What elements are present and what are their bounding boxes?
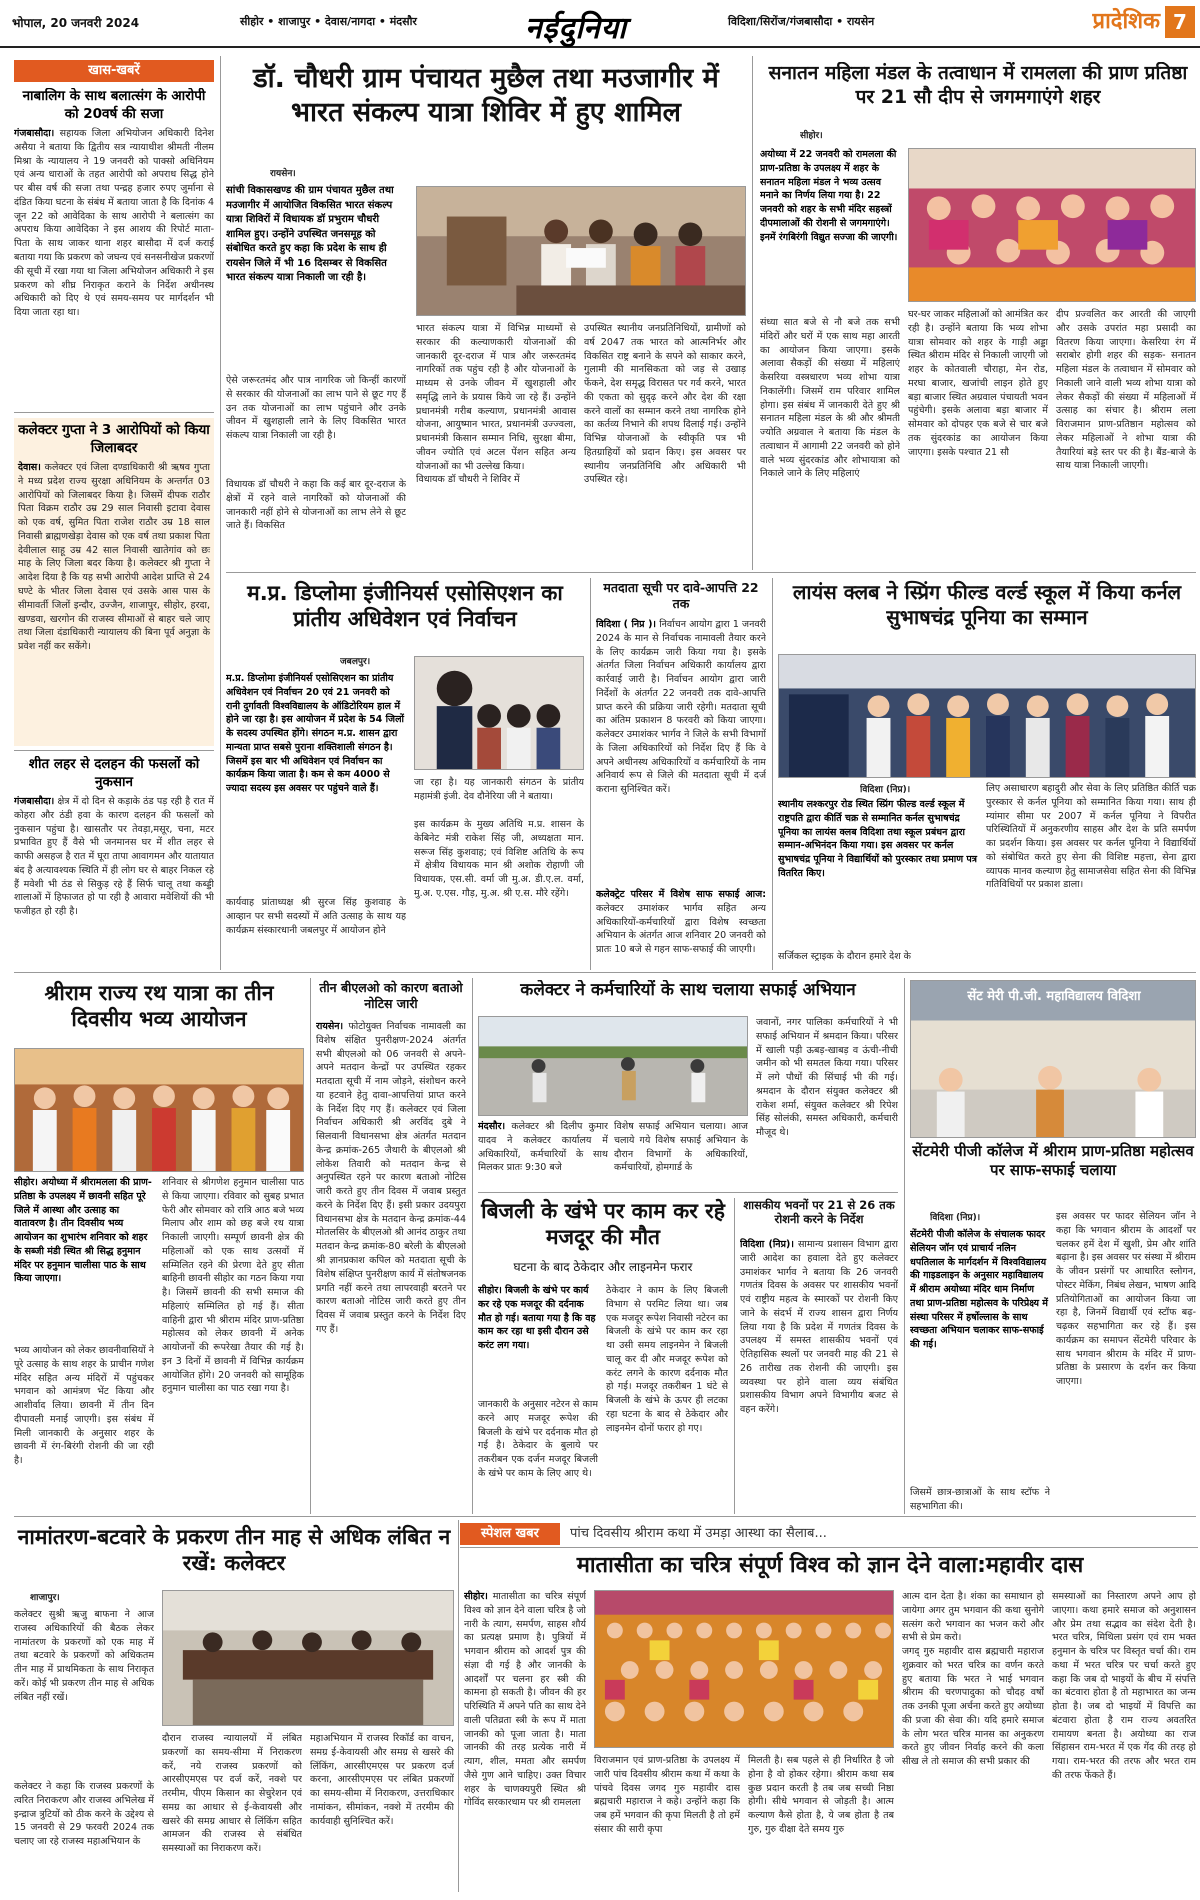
story4-headline: मतदाता सूची पर दावे-आपत्ति 22 तक <box>603 580 759 611</box>
dateline: रायसेन। <box>316 1021 344 1032</box>
dateline: मंदसौर। <box>478 1121 506 1132</box>
story11-lead: सेंटमेरी पीजी कॉलेज के संचालक फादर सेलियन जॉन एवं प्राचार्य नलिन धपतिलाल के मार्गदर्शन में विश्वविद्यालय की गाइडलाइन के अनुसार महाविद्यालय में श्रीराम अयोध्या मंदिर धाम निर्माण तथा प्राण-प्रतिष्ठा महोत्सव के परिप्रेक्ष्य में संस्था परिसर में हर्षोल्लास के साथ स्वच्छता अभियान चलाकर साफ-सफाई की गई। <box>910 1229 1048 1351</box>
story3-body-1: कार्यवाह प्रांताध्यक्ष श्री सुरज सिंह कुशवाह के आव्हान पर सभी सदस्यों में अति उत्साह के साथ यह कार्यक्रम संस्कारधानी जबलपुर में आयोजन होने <box>226 897 406 936</box>
story11-dateline: विदिशा (निप्र)। <box>930 1213 981 1223</box>
special-body-3: मिलती है। सब पहले से ही निर्धारित है जो होना है वो होकर रहेगा। श्रीराम कथा सब कुछ प्रदान करती है तब जब सच्ची निष्ठा होगी। सीधे भगवान से जोड़ती है। आत्म कल्याण कैसे होता है, ये जब होता है तब गुरु, गुरु दीक्षा देते समय गुरु <box>748 1755 894 1835</box>
story9-body-2: ठेकेदार ने काम के लिए बिजली विभाग से परमिट लिया था। जब एक मजदूर रूपेश निवासी नटेरन का बिजली के खंभे पर काम कर रहा था उसी समय लाइनमेन ने बिजली चालू कर दी और मजदूर रूपेश को करंट लगने के कारण दर्दनाक मौत हो गई। मजदूर तकरीबन 1 घंटे से बिजली के खंभे के ऊपर ही लटका रहा घटना के बाद से ठेकेदार और लाइनमेन दोनों फरार हो गए। <box>606 1285 728 1434</box>
sidebar-label: खास-खबरें <box>14 60 214 82</box>
story12-body-1b: कलेक्टर ने कहा कि राजस्व प्रकरणों के त्वरित निराकरण और राजस्व अभिलेख में इन्द्राज त्रुटियों को ठीक करने के उद्देश्य से 15 जनवरी से 29 फरवरी 2024 तक चलाए जा रहे राजस्व महाअभियान के <box>14 1781 154 1848</box>
brief-cold-wave <box>14 756 214 968</box>
special-body-4: आत्म दान देता है। शंका का समाधान हो जायेगा अगर तुम भगवान की कथा सुनोगे सत्संग करो भगवान का भजन करो और सभी से प्रेम करो। जगद् गुरु महावीर दास ब्रह्मचारी महाराज शुक्रवार को भरत चरित्र का वर्णन करते हुए बताया कि भरत ने भाई भगवान श्रीराम की चरणपादुका को चौदह वर्षों तक उनकी पूजा अर्चना करते हुए अयोध्या की प्रजा की सेवा की। यदि हमारे समाज के लोग भरत चरित्र मानस का अनुकरण करते हुए जीवन निर्वाह करने की कला सीख ले तो समाज की सभी प्रकार की <box>902 1591 1044 1768</box>
newspaper-logo: नईदुनिया <box>525 11 627 46</box>
brief-district-exile <box>14 418 214 746</box>
brief-headline: कलेक्टर गुप्ता ने 3 आरोपियों को किया जिलाबदर <box>18 422 210 456</box>
story1-lead: सांची विकासखण्ड की ग्राम पंचायत मुछैल तथा मउजागीर में आयोजित विकसित भारत संकल्प यात्रा शिविरों में विधायक डॉ प्रभुराम चौधरी शामिल हुए। उन्होंने उपस्थित जनसमूह को संबोधित करते हुए कहा कि प्रदेश के साथ ही रायसेन जिले में भी 16 दिसम्बर से विकसित भारत संकल्प यात्रा निकाली जा रही है। <box>226 185 394 283</box>
special-body-1: सीहोर। मातासीता का चरित्र संपूर्ण विश्व को ज्ञान देने वाला चरित्र है जो नारी के त्याग, समर्पण, साहस शौर्य का प्रत्यक्ष प्रमाण है। पुत्रियों में भगवान श्रीराम को आदर्श पुत्र की संज्ञा दी गई है और जानकी के आदर्शों पर चलना हर स्त्री की कामना हो सकती है। जीवन की हर परिस्थिति में अपने पति का साथ देने वाली पतिव्रता स्त्री के रूप में माता जानकी को पूजा जाता है। माता जानकी की तरह प्रत्येक नारी में त्याग, शील, ममता और समर्पण जैसे गुण आने चाहिए। उक्त विचार शहर के चाणक्यपुरी स्थित श्री गोविंद सरकारधाम पर श्री रामलला <box>464 1591 586 1809</box>
dateline: गंजबासौदा। <box>14 128 55 140</box>
special-body-2: विराजमान एवं प्राण-प्रतिष्ठा के उपलक्ष्य में जारी पांच दिवसीय श्रीराम कथा में कथा के पांचवे दिवस जगद गुरु महावीर दास ब्रह्मचारी महाराज ने कहे। उन्होंने कहा कि जब हमें भगवान की कृपा मिलती है तो हमें संसार की सारी कृपा <box>594 1755 740 1835</box>
story11-headline: सेंटमेरी पीजी कॉलेज में श्रीराम प्राण-प्रतिष्ठा महोत्सव पर साफ-सफाई चलाया <box>912 1142 1194 1179</box>
story1-body-3: उपस्थित स्थानीय जनप्रतिनिधियों, ग्रामीणों को वर्ष 2047 तक भारत को आत्मनिर्भर और विकसित राष्ट्र बनाने के सपने को साकार करने, गुलामी की मानसिकता को जड़ से उखाड़ फेंकने, देश समृद्ध विरासत पर गर्व करने, भारत की एकता को सुदृढ़ करने और देश की रक्षा करने वालों का सम्मान करने तथा नागरिक होने का कर्तव्य निभाने की शपथ दिलाई गई। उन्होंने विभिन्न योजनाओं के स्वीकृति पत्र भी हितग्राहियों को प्रदान किए। इस अवसर पर स्थानीय जनप्रतिनिधि और अधिकारी भी उपस्थित रहे। <box>584 323 746 486</box>
story2-dateline: सीहोर। <box>800 131 823 141</box>
brief-body: कलेक्टर एवं जिला दण्डाधिकारी श्री ऋषव गुप्ता ने मध्य प्रदेश राज्य सुरक्षा अधिनियम के अन्तर्गत 03 आरोपियों को जिलाबदर किया है। जिसमें दीपक राठौर पिता विक्रम राठौर उम्र 29 साल निवासी इटावा देवास को एक वर्ष, सुमित पिता राजेश राठौर उम्र 18 साल निवासी ब्राह्मणखेड़ा देवास को एक वर्ष तथा प्रकाश पिता देवीलाल साहू उम्र 42 साल निवासी खातेगांव को छः माह के लिए जिला बदर किया है। कलेक्टर श्री गुप्ता ने आदेश दिया है कि यह सभी आरोपी आदेश प्राप्ति से 24 घण्टे के भीतर जिला देवास एवं उसके आस पास के सीमावर्ती जिलों इन्दौर, उज्जैन, शाजापुर, सीहोर, हरदा, खण्डवा, खरगोन की राजस्व सीमाओं से बाहर चले जाए तथा जिला दंडाधिकारी न्यायालय की बिना पूर्व अनुज्ञा के प्रवेश नहीं कर सकेंगे। <box>18 462 210 653</box>
story8-photo <box>478 1016 748 1116</box>
brief-body: सहायक जिला अभियोजन अधिकारी दिनेश असैया ने बताया कि द्वितीय सत्र न्यायाधीश श्रीमती नीलम मिश्रा के न्यायालय ने 19 जनवरी को पाक्सो अधिनियम एवं अन्य धाराओं के तहत आरोपी को अपराध सिद्ध होने पर बीस वर्ष की सजा तथा पन्द्रह हजार रुपए जुर्माना से दंडित किया घटना के संबंध में बताया जाता है कि दिनांक 4 जून 22 को आवेदिका के साथ आरोपी ने बलात्संग का अपराध किया आवेदिका ने इस आशय की रिपोर्ट माता-पिता के साथ जाकर थाना शहर बासौदा में दर्ज कराई बताया गया कि प्रकरण को जघन्य एवं सनसनीखेज प्रकरणों की सूची में रखा गया था जिला अभियोजन अधिकारी ने इस प्रकरण को शीघ्र निराकृत कराने के निर्देश अधीनस्थ अधिकारी को दिए थे एवं समय-समय पर मार्गदर्शन भी दिया जाता रहा था। <box>14 128 214 319</box>
story2-headline: सनातन महिला मंडल के तत्वाधान में रामलला की प्राण प्रतिष्ठा पर 21 सौ दीप से जगमगाएंगे शहर <box>768 62 1188 108</box>
special-body-5: समस्याओं का निस्तारण अपने आप हो जाएगा। कथा हमारे समाज को अनुशासन और प्रेम तथा सद्भाव का संदेश देती है। भरत चरित्र, मिथिला प्रसंग एवं राम भक्त हनुमान के चरित्र पर विस्तृत चर्चा की। राम कथा में भरत चरित्र पर चर्चा करते हुए कहा कि जब दो भाइयों के बीच में संपत्ति का बंटवारा होता है तो महाभारत का जन्म होता है। जब दो भाइयों में विपत्ति का बंटवारा होता है राम राज्य अवतरित रामायण बनता है। अयोध्या का राज सिंहासन राम-भरत में एक गेंद की तरह हो गया। राम-भरत की तरफ और भरत राम की तरफ फेंकते हैं। <box>1052 1591 1196 1781</box>
story12-body-1: कलेक्टर सुश्री ऋजु बाफना ने आज राजस्व अधिकारियों की बैठक लेकर नामांतरण के प्रकरणों को एक माह में तथा बटवारे के प्रकरणों को अधिकतम तीन माह में प्राथमिकता के साथ निराकृत करें। कोई भी प्रकरण तीन माह से अधिक लंबित नहीं रखें। <box>14 1609 154 1703</box>
story9-subheadline: घटना के बाद ठेकेदार और लाइनमेन फरार <box>513 1260 693 1274</box>
story1-headline: डॉ. चौधरी ग्राम पंचायत मुछैल तथा मउजागीर में भारत संकल्प यात्रा शिविर में हुए शामिल <box>253 63 719 128</box>
story7-body: रायसेन। फोटोयुक्त निर्वाचक नामावली का विशेष संक्षित पुनरीक्षण-2024 अंतर्गत सभी बीएलओ को 06 जनवरी से अपने-अपने मतदान केन्द्रों पर उपस्थित रहकर मतदाता सूची में नाम जोड़ने, संशोधन करने या हटवाने हेतु दावा-आपत्तियां प्राप्त करने के निर्देश दिए गए हैं। कलेक्टर एवं जिला निर्वाचन अधिकारी श्री अरविंद दुबे ने सिलवानी विधानसभा क्षेत्र अंतर्गत मतदान केन्द्र क्रमांक-265 जैथारी के बीएलओ श्री लोकेश तिवारी को मतदान केन्द्र से अनुपस्थित रहने पर कारण बताओ नोटिस जारी करते हुए तीन दिवस में जवाब प्रस्तुत करने के निर्देश दिए हैं। इसी प्रकार उदयपुरा विधानसभा क्षेत्र के मतदान केन्द्र क्रमांक-44 मोतलसिर के बीएलओ श्री आनंद ठाकुर तथा मतदान केन्द्र क्रमांक-80 बरेली के बीएलओ श्री ज्ञानप्रकाश कपिल को मतदाता सूची के विशेष संक्षिप्त पुनरीक्षण कार्य में संतोषजनक प्रगति नहीं करने तथा लापरवाही बरतने पर कारण बताओ नोटिस जारी करते हुए तीन दिवस में जवाब प्रस्तुत करने के निर्देश दिए गए हैं। <box>316 1021 466 1335</box>
story3-headline: म.प्र. डिप्लोमा इंजीनियर्स एसोसिएशन का प्रांतीय अधिवेशन एवं निर्वाचन <box>247 581 563 632</box>
story3-photo <box>414 656 584 770</box>
story1-body-1b: विधायक डॉ चौधरी ने कहा कि कई बार दूर-दराज के क्षेत्रों में रहने वाले नागरिकों को योजनाओं की जानकारी नहीं होने से योजनाओं का लाभ लेने से छूट जाते हैं। विकसित <box>226 479 406 532</box>
story2-lead: अयोध्या में 22 जनवरी को रामलला की प्राण-प्रतिष्ठा के उपलक्ष्य में शहर के सनातन महिला मंडल ने भव्य उत्सव मनाने का निर्णय लिया गया है। 22 जनवरी को शहर के सभी मंदिर सहस्त्रों दीपमालाओं की रोशनी से जगमगाएंगे। इनमें रंगबिरंगी विद्युत सज्जा की जाएगी। <box>760 149 898 243</box>
masthead <box>0 0 1200 48</box>
story9-body-1: जानकारी के अनुसार नटेरन से काम करने आए मजदूर रूपेश की बिजली के खंभे पर दर्दनाक मौत हो गई है। ठेकेदार के बुलाये पर तकरीबन एक दर्जन मजदूर बिजली के खंभे पर काम के लिए आए थे। <box>478 1399 598 1479</box>
story5-lead: स्थानीय लश्करपुर रोड स्थित स्प्रिंग फील्ड वर्ल्ड स्कूल में राष्ट्रपति द्वारा कीर्ति चक्र से सम्मानित कर्नल सुभाषचंद्र पूनिया का लायंस क्लब विदिशा तथा स्कूल प्रबंधन द्वारा सम्मान-अभिनंदन किया गया। इस अवसर पर कर्नल सुभाषचंद्र पूनिया ने विद्यार्थियों को पुरस्कार तथा प्रमाण पत्र वितरित किए। <box>778 799 978 879</box>
story12-body-3: महाअभियान में राजस्व रिकॉर्ड का वाचन, समग्र ई-केवायसी और समग्र से खसरे की लिंकिंग, आरसीएमएस पर प्रकरण दर्ज करना, आरसीएमएस पर लंबित प्रकरणों का समय-सीमा में निराकरण, उत्तराधिकार नामांकन, सीमांकन, नक्शे में तरमीम की कार्यवाही सुनिश्चित करें। <box>310 1733 454 1827</box>
brief-body: क्षेत्र में दो दिन से कड़ाके ठंड पड़ रही है रात में कोहरा और ठंडी हवा के कारण दलहन की फसलों को नुकसान पहुंचा है। खासतौर पर तेवड़ा,मसूर, चना, मटर प्रभावित हुए हैं वैसे भी जनमानस घर में शीत लहर से काफी असहज है रात में घूरा तापा आवागमन और यातायात बंद है अत्यावश्यक स्थिति में ही लोग घर से बाहर निकल रहे हैं मवेशी भी ठंड से सिकुड़ रहे हैं सिर्फ चालू तथा कब्ड्डी शालाओं में हिफाजत हो पा रही है आवारा मवेशियों की भी फजीहत हो रही है। <box>14 796 214 918</box>
story10-headline: शासकीय भवनों पर 21 से 26 तक रोशनी करने के निर्देश <box>743 1198 895 1227</box>
story1-photo <box>416 186 746 316</box>
story5-headline: लायंस क्लब ने स्प्रिंग फील्ड वर्ल्ड स्कूल में किया कर्नल सुभाषचंद्र पूनिया का सम्मान <box>792 580 1182 629</box>
story1-body-2: भारत संकल्प यात्रा में विभिन्न माध्यमों से सरकार की कल्याणकारी योजनाओं की जानकारी दूर-दराज में पात्र और जरूरतमंद नागरिकों तक पहुंच रही है और योजनाओं के माध्यम से उनके जीवन में खुशहाली और समृद्धि लाने के प्रयास किये जा रहे हैं। उन्होंने प्रधानमंत्री गरीब कल्याण, प्रधानमंत्री आवास योजना, आयुष्मान भारत, प्रधानमंत्री उज्ज्वला, प्रधानमंत्री किसान सम्मान निधि, सुरक्षा बीमा, जीवन ज्योति एवं अटल पेंशन सहित अन्य योजनाओं का भी उल्लेख किया। विधायक डॉ चौधरी ने शिविर में <box>416 323 576 486</box>
story5-dateline: विदिशा (निप्र)। <box>860 785 911 795</box>
brief-rape-verdict <box>14 88 214 410</box>
story4-cleanup-note: कलेक्ट्रेट परिसर में विशेष साफ सफाई आज: कलेक्टर उमाशंकर भार्गव सहित अन्य अधिकारियों-कर्मचारियों द्वारा विशेष स्वच्छता अभियान के अंतर्गत आज शनिवार 20 जनवरी को प्रातः 10 बजे से गहन साफ-सफाई की जाएगी। <box>596 889 766 956</box>
story2-body-3: दीप प्रज्वलित कर आरती की जाएगी और उसके उपरांत महा प्रसादी का वितरण किया जाएगा। केसरिया रंग में सराबोर होगी शहर की सड़क- सनातन महिला मंडल के तत्वाधान में सोमवार को निकाली जाने वाली भव्य शोभा यात्रा को लेकर सैकड़ों की संख्या में महिलाओं में उत्साह का संचार है। श्रीराम लला विराजमान प्राण-प्रतिष्ठान महोत्सव को लेकर महिलाओं ने शोभा यात्रा की तैयारियां बड़े स्तर पर की है। बैंड-बाजे के साथ यात्रा निकाली जाएगी। <box>1056 309 1196 472</box>
edition-date: भोपाल, 20 जनवरी 2024 <box>12 16 140 30</box>
story11-body-1: जिसमें छात्र-छात्राओं के साथ स्टॉफ ने सहभागिता की। <box>910 1487 1050 1512</box>
brief-headline: नाबालिग के साथ बलात्संग के आरोपी को 20वर्ष की सजा <box>22 88 206 122</box>
story6-body-2: शनिवार से श्रीगणेश हनुमान चालीसा पाठ से किया जाएगा। रविवार को सुबह प्रभात फेरी और सोमवार को रात्रि आठ बजे भव्य मिलाप और शाम को छह बजे रथ यात्रा निकाली जाएगी। सम्पूर्ण छावनी क्षेत्र की महिलाओं को एक साथ उत्सवों में सम्मिलित रहने की प्रेरणा देते हुए सीता बाहिनी छावनी सीहोर का गठन किया गया है। जिसमें छावनी की सभी समाज की महिलाएं सम्मिलित हो गई हैं। सीता वाहिनी द्वारा भी श्रीराम मंदिर प्राण-प्रतिष्ठा महोत्सव को लेकर छावनी में अनेक आयोजनों की रूपरेखा तैयार की गई है। इन 3 दिनों में छावनी में विभिन्न कार्यक्रम आयोजित होंगे। 20 जनवरी को सामूहिक हनुमान चालीसा का पाठ रखा गया है। <box>162 1177 304 1395</box>
story5-photo <box>778 654 1196 778</box>
special-news-bar <box>460 1520 1198 1548</box>
dateline: देवास। <box>18 462 41 474</box>
story6-photo <box>14 1048 304 1172</box>
story11-body-2: इस अवसर पर फादर सेलियन जॉन ने कहा कि भगवान श्रीराम के आदर्शों पर चलकर हमें देश में खुशी, प्रेम और शांति बढ़ाना है। इस अवसर पर संस्था में श्रीराम के जीवन प्रसंगों पर आधारित स्लोगन, पोस्टर मेकिंग, निबंध लेखन, भाषण आदि प्रतियोगिताओं का आयोजन किया जा रहा है, जिनमें विद्यार्थी एवं स्टॉफ बढ़-चढ़कर सहभागिता कर रहे हैं। इस कार्यक्रम का समापन सेंटमेरी परिवार के साथ भगवान श्रीराम के मंदिर में प्राण-प्रतिष्ठा के प्रसारण के दर्शन कर किया जाएगा। <box>1056 1211 1196 1388</box>
brief-headline: शीत लहर से दलहन की फसलों को नुकसान <box>28 756 200 790</box>
story11-photo <box>910 980 1196 1138</box>
story6-body-1: भव्य आयोजन को लेकर छावनीवासियों ने पूरे उत्साह के साथ शहर के प्राचीन गणेश मंदिर सहित अन्य मंदिरों में पहुंचकर भगवान को आमंत्रण भेंट किया और आशीर्वाद लिया। छावनी में तीन दिन दीपावली मनाई जाएगी। इस संबंध में मिली जानकारी के अनुसार शहर के छावनी में रंग-बिरंगी रोशनी की जा रही है। <box>14 1345 154 1467</box>
story12-dateline: शाजापुर। <box>30 1593 60 1603</box>
story6-headline: श्रीराम राज्य रथ यात्रा का तीन दिवसीय भव्य आयोजन <box>44 981 274 1032</box>
college-banner-text: सेंट मेरी पी.जी. महाविद्यालय विदिशा <box>967 989 1141 1004</box>
story1-dateline: रायसेन। <box>270 169 296 179</box>
dateline: सीहोर। <box>464 1591 488 1602</box>
dateline: विदिशा (निप्र)। <box>740 1239 794 1250</box>
dateline: विदिशा ( निप्र )। <box>596 619 657 630</box>
page-number: 7 <box>1165 6 1195 38</box>
story12-headline: नामांतरण-बटवारे के प्रकरण तीन माह से अधिक लंबित न रखें: कलेक्टर <box>17 1525 451 1576</box>
district-list-right: विदिशा/सिरोंज/गंजबासौदा • रायसेन <box>728 15 875 28</box>
story4-body: विदिशा ( निप्र )। निर्वाचन आयोग द्वारा 1 जनवरी 2024 के मान से निर्वाचक नामावली तैयार करने के लिए कार्यक्रम जारी किया गया है। इसके अंतर्गत जिला निर्वाचन अधिकारी कार्यालय द्वारा कार्रवाई जारी है। निर्वाचन आयोग द्वारा जारी निर्देशों के अंतर्गत 22 जनवरी तक दावे-आपत्ति प्राप्त करने की प्रक्रिया जारी रहेगी। मतदाता सूची का अंतिम प्रकाशन 8 फरवरी को किया जाएगा। कलेक्टर उमाशंकर भार्गव ने जिले के सभी विभागों के जिला अधिकारियों को निर्देश दिए हैं कि वे अपने अधीनस्थ अधिकारियों व कर्मचारियों के नाम अनिवार्य रूप से जिले की मतदाता सूची में दर्ज कराना सुनिश्चित करें। <box>596 619 766 796</box>
story9-headline: बिजली के खंभे पर काम कर रहे मजदूर की मौत <box>481 1199 725 1250</box>
story9-lead: सीहोर। बिजली के खंभे पर कार्य कर रहे एक मजदूर की दर्दनाक मौत हो गई। बताया गया है कि वह काम कर रहा था इसी दौरान उसे करंट लग गया। <box>478 1285 596 1352</box>
story3-lead: म.प्र. डिप्लोमा इंजीनियर्स एसोसिएशन का प्रांतीय अधिवेशन एवं निर्वाचन 20 एवं 21 जनवरी को रानी दुर्गावती विश्वविद्यालय के ऑडिटोरियम हाल में होने जा रहा है। इस आयोजन में प्रदेश के 54 जिलों के सदस्य उपस्थित होंगे। संगठन म.प्र. शासन द्वारा मान्यता प्राप्त सबसे पुराना शक्तिशाली संगठन है। जिसमें इस बार भी अधिवेशन एवं निर्वाचन का कार्यक्रम किया जाता है। कम से कम 4000 से ज्यादा सदस्य इस अवसर पर पहुंचने वाले हैं। <box>226 673 405 795</box>
story2-photo <box>908 148 1196 302</box>
story3-body-2b: इस कार्यक्रम के मुख्य अतिथि म.प्र. शासन के केबिनेट मंत्री राकेश सिंह जी, अध्यक्षता मान. सरूज सिंह कुशवाह; एवं विशिष्ट अतिथि के रूप में क्षेत्रीय विधायक मान श्री अशोक रोहाणी जी विधायक, एस.सी. वर्मा जी मु.अ. डी.ए.ल. वर्मा, मु.अ. ए.एस. गौड़, मु.अ. श्री ए.स. मौरे रहेंगे। <box>414 819 584 899</box>
story12-body-2: दौरान राजस्व न्यायालयों में लंबित प्रकरणों का समय-सीमा में निराकरण करें, नये राजस्व प्रकरणों को आरसीएमएस पर दर्ज करें, नक्शे पर तरमीम, पीएम किसान का सेचुरेशन एवं समग्र का आधार से ई-केवायसी और खसरे की समग्र आधार से लिंकिंग सहित आमजन की राजस्व से संबंधित समस्याओं का निराकरण करें। <box>162 1733 302 1855</box>
story12-photo <box>162 1590 454 1726</box>
story7-headline: तीन बीएलओ को कारण बताओ नोटिस जारी <box>319 980 463 1011</box>
special-photo <box>594 1590 894 1748</box>
story10-body: विदिशा (निप्र)। सामान्य प्रशासन विभाग द्वारा जारी आदेश का हवाला देते हुए कलेक्टर उमाशंकर भार्गव ने बताया कि 26 जनवरी गणतंत्र दिवस के अवसर पर शासकीय भवनों एवं राष्ट्रीय महत्व के स्मारकों पर रोशनी किए जाने के संदर्भ में राज्य शासन द्वारा निर्णय लिया गया है कि प्रदेश में गणतंत्र दिवस के उपलक्ष्य में समस्त शासकीय भवनों एवं ऐतिहासिक स्थलों पर जनवरी माह की 21 से 26 तारीख तक रोशनी की जाएगी। इस व्यवस्था पर होने वाला व्यय संबंधित प्रशासकीय विभाग अपने विभागीय बजट से वहन करेंगे। <box>740 1239 898 1416</box>
story3-body-2: जा रहा है। यह जानकारी संगठन के प्रांतीय महामंत्री इंजी. देव दौनेरिया जी ने बताया। <box>414 777 584 802</box>
story2-body-2: घर-घर जाकर महिलाओं को आमंत्रित कर रही है। उन्होंने बताया कि भव्य शोभा यात्रा सोमवार को शहर के गाड़ी अड्डा स्थित श्रीराम मंदिर से निकाली जाएगी जो शहर के कोतवाली चौराहा, मेन रोड, मरघा बाजार, खजांची लाइन होते हुए बड़ा बाजार स्थित अग्रवाल पंचायती भवन पहुंचेगी। इसके अलावा बड़ा बाजार में सोमवार को दोपहर एक बजे से चार बजे तक सुंदरकांड का आयोजन किया जाएगा। इसके पश्चात 21 सौ <box>908 309 1048 458</box>
dateline: गंजबासौदा। <box>14 796 55 808</box>
story2-body-1: संध्या सात बजे से नौ बजे तक सभी मंदिरों और घरों में एक साथ महा आरती का आयोजन किया जाएगा। इसके अलावा सैकड़ों की संख्या में महिलाएं केसरिया वस्त्रधारण भव्य शोभा यात्रा निकालेंगी। जिसमें राम परिवार शामिल होगा। इस संबंध में जानकारी देते हुए श्री सनातन महिला मंडल के श्री और श्रीमती ज्योति अग्रवाल ने बताया कि मंडल के तत्वाधान में आगामी 22 जनवरी को होने वाले भव्य सुंदरकांड और शोभायात्रा को निकाले जाने के लिए महिलाएं <box>760 317 900 480</box>
story5-body-1: सर्जिकल स्ट्राइक के दौरान हमारे देश के <box>778 951 911 962</box>
section-name: प्रादेशिक <box>1092 9 1160 34</box>
dateline: सीहोर। <box>14 1177 38 1188</box>
story8-body-3: जवानों, नगर पालिका कर्मचारियों ने भी सफाई अभियान में श्रमदान किया। परिसर में खाली पड़ी ऊबड़-खाबड़ व ऊंची-नीची जमीन को भी समतल किया गया। परिसर में लगे पौधों की सिंचाई भी की गई। श्रमदान के दौरान संयुक्त कलेक्टर श्री राकेश शर्मा, संयुक्त कलेक्टर श्री रिपेश सिंह सोलंकी, समस्त अधिकारी, कर्मचारी मौजूद थे। <box>756 1017 898 1139</box>
district-list-left: सीहोर • शाजापुर • देवास/नागदा • मंदसौर <box>240 15 417 28</box>
special-news-tag: स्पेशल खबर <box>460 1523 560 1545</box>
story3-dateline: जबलपुर। <box>340 657 371 667</box>
special-headline: मातासीता का चरित्र संपूर्ण विश्व को ज्ञान देने वाला:महावीर दास <box>576 1553 1084 1578</box>
story1-body-1: ऐसे जरूरतमंद और पात्र नागरिक जो किन्हीं कारणों से सरकार की योजनाओं का लाभ पाने से छूट गए हैं उन तक योजनाओं का लाभ पहुंचाने और उनके जीवन में खुशहाली लाने के लिए विकसित भारत संकल्प यात्रा निकाली जा रही है। <box>226 375 406 442</box>
story8-headline: कलेक्टर ने कर्मचारियों के साथ चलाया सफाई अभियान <box>520 980 856 1000</box>
story6-lead: सीहोर। अयोध्या में श्रीरामलला की प्राण-प्रतिष्ठा के उपलक्ष्य में छावनी सहित पूरे जिले में आस्था और उत्साह का वातावरण है। तीन दिवसीय भव्य आयोजन का शुभारंभ शनिवार को शहर के सब्जी मंडी स्थित श्री सिद्ध हनुमान मंदिर पर हनुमान चालीसा पाठ के साथ किया जाएगा। <box>14 1177 152 1285</box>
story5-body-2: लिए असाधारण बहादुरी और सेवा के लिए प्रतिष्ठित कीर्ति चक्र पुरस्कार से कर्नल पूनिया को सम्मानित किया गया। साथ ही म्यांमार सीमा पर 2007 में कर्नल पूनिया ने विपरीत परिस्थितियों में अनुकरणीय साहस और देश के प्रति समर्पण का प्रदर्शन किया। इस अवसर पर कर्नल पूनिया ने विद्यार्थियों को संबोधित करते हुए सेना की विशिष्ट महत्ता, सेना द्वारा व्यापक मानव कल्याण हेतु सामाजसेवा सहित सेना की विभिन्न गतिविधियों पर प्रकाश डाला। <box>986 783 1196 891</box>
story8-body-1: मंदसौर। कलेक्टर श्री दिलीप कुमार यादव ने कलेक्टर कार्यालय में अधिकारियों, कर्मचारियों के साथ मिलकर प्रातः 9:30 बजे <box>478 1121 608 1174</box>
dateline: सीहोर। <box>478 1285 502 1296</box>
special-news-kicker: पांच दिवसीय श्रीराम कथा में उमड़ा आस्था का सैलाब... <box>570 1526 827 1541</box>
story8-body-2: विशेष सफाई अभियान चलाया। आज चलाये गये विशेष सफाई अभियान के दौरान विभागों के अधिकारियों, कर्मचारियों, होमगार्ड के <box>614 1121 748 1174</box>
